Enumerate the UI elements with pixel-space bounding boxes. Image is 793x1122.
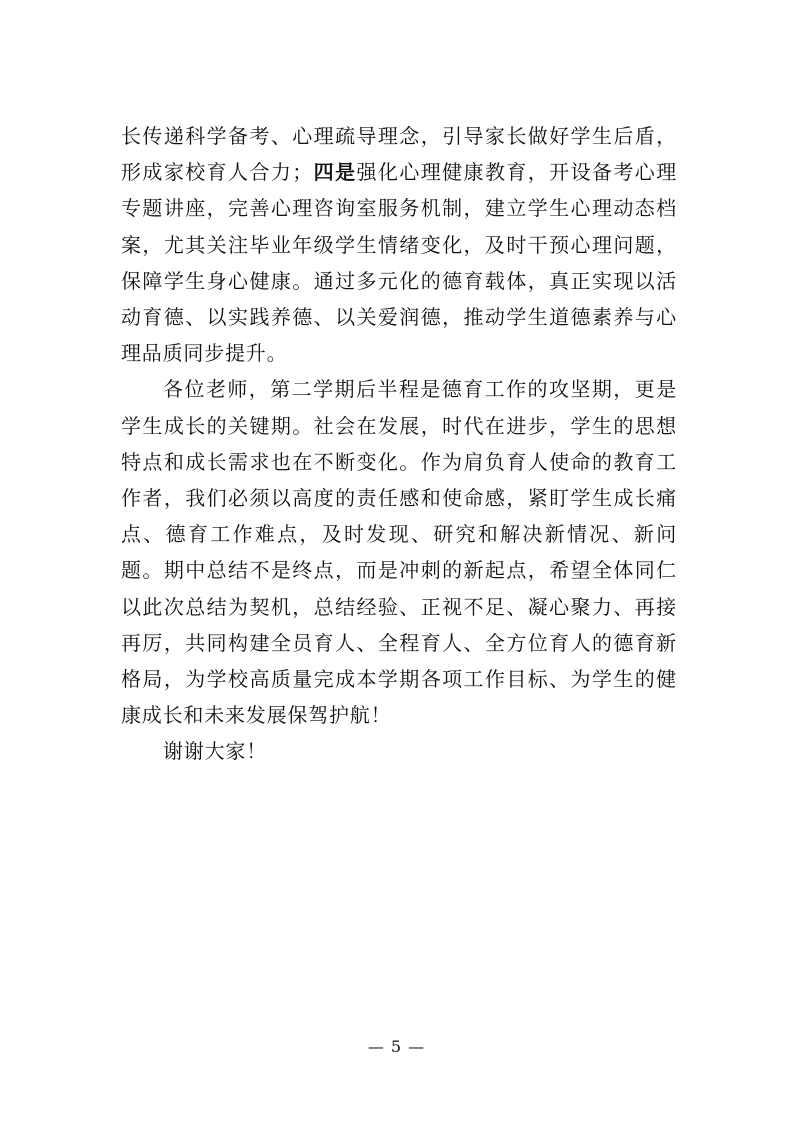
text-segment: 长传递科学备考、心理疏导理念，引导家长做好学生后盾，形成家校育人合力； — [121, 124, 677, 185]
text-segment: 强化心理健康教育，开设备考心理专题讲座，完善心理咨询室服务机制，建立学生心理动态档案，尤其关注毕业年级学生情绪变化，及时干预心理问题，保障学生身心健康。通过多元化的德育载体，真正实现以活动育德、以实践养德、以关爱润德，推动学生道德素养与心理品质同步提升。 — [121, 160, 678, 366]
page-number: — 5 — — [367, 1037, 426, 1056]
text-segment: 谢谢大家！ — [163, 739, 267, 764]
bold-marker-four: 四是 — [313, 160, 357, 185]
paragraph-closing-remarks — [121, 371, 677, 733]
document-body — [121, 118, 677, 770]
paragraph-continued — [121, 118, 677, 371]
paragraph-thanks — [121, 733, 677, 769]
text-segment: 各位老师，第二学期后半程是德育工作的攻坚期，更是学生成长的关键期。社会在发展，时代在进步，学生的思想特点和成长需求也在不断变化。作为肩负育人使命的教育工作者，我们必须以高度的责任感和使命感，紧盯学生成长痛点、德育工作难点，及时发现、研究和解决新情况、新问题。期中总结不是终点，而是冲刺的新起点，希望全体同仁以此次总结为契机，总结经验、正视不足、凝心聚力、再接再厉，共同构建全员育人、全程育人、全方位育人的德育新格局，为学校高质量完成本学期各项工作目标、为学生的健康成长和未来发展保驾护航！ — [121, 377, 677, 728]
